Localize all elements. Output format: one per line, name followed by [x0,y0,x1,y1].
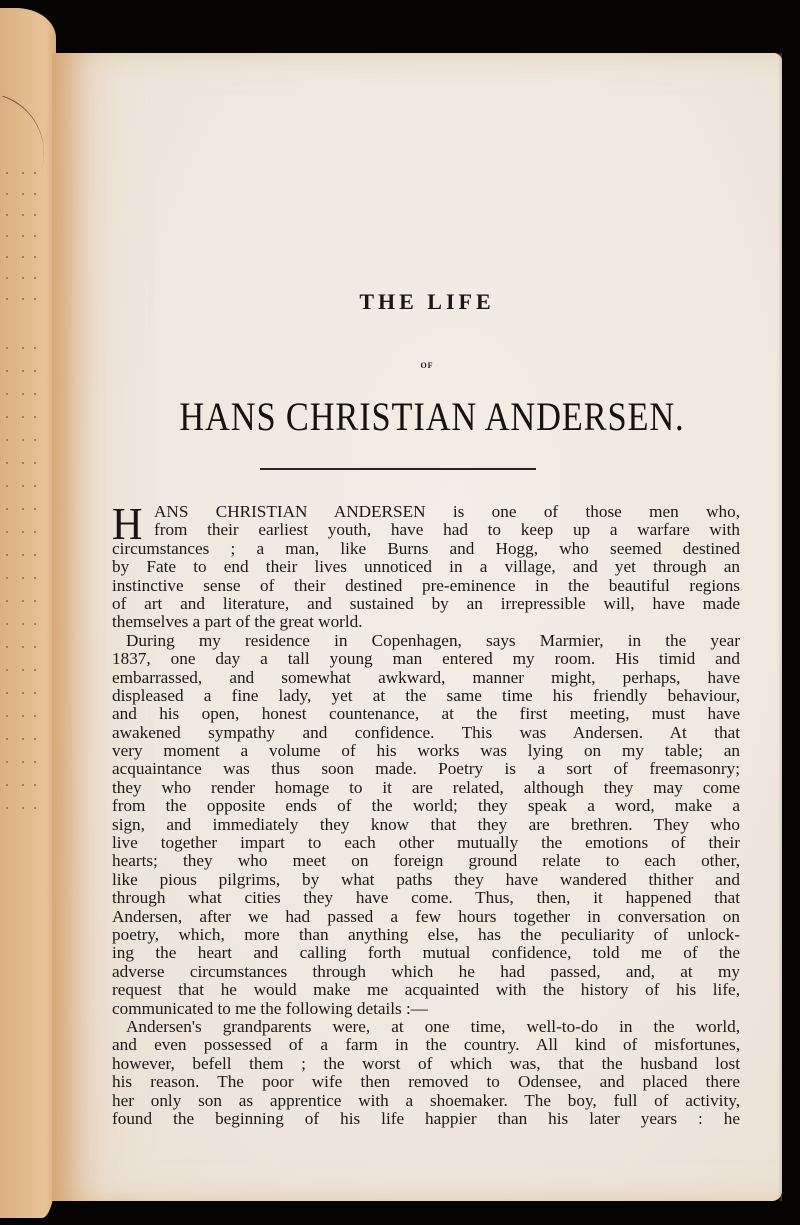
toc-leader-row [2,757,54,767]
text-line: circumstances ; a man, like Burns and Hogg, who seemed destined [112,538,740,558]
toc-leader-row [2,665,54,675]
text-line: awakened sympathy and confidence. This was Andersen. At that [112,722,740,742]
title-divider-rule [260,468,536,470]
text-line: and his open, honest countenance, at the first meeting, must have [112,704,740,724]
toc-leader-row [2,527,54,537]
body-text [112,498,740,1128]
toc-leader-row [2,619,54,629]
toc-leader-row [2,231,54,241]
paragraph-2 [112,632,740,1018]
text-line: they who render homage to it are related, although they may come [112,777,740,797]
toc-leader-row [2,734,54,744]
table-of-contents-leaders [2,168,54,968]
text-line: communicated to me the following details :— [112,998,428,1018]
toc-leader-row [2,688,54,698]
text-line: acquaintance was thus soon made. Poetry is a sort of freemasonry; [112,759,740,779]
toc-leader-row [2,168,54,178]
toc-leader-row [2,435,54,445]
toc-leader-row [2,343,54,353]
text-line: very moment a volume of his works was lying on my table; an [112,741,740,761]
toc-leader-row [2,458,54,468]
facing-page-edge [0,8,56,1218]
text-line: 1837, one day a tall young man entered my room. His timid and [112,649,740,669]
toc-leader-row [2,189,54,199]
text-line: request that he would make me acquainted with the history of his life, [112,980,740,1000]
text-line: Andersen, after we had passed a few hours together in conversation on [112,906,740,926]
toc-leader-row [2,273,54,283]
text-line: During my residence in Copenhagen, says Marmier, in the year [126,630,740,650]
text-line: live together impart to each other mutually the emotions of their [112,833,740,853]
text-line: from the opposite ends of the world; they speak a word, make a [112,796,740,816]
text-line: found the beginning of his life happier than his later years : he [112,1108,740,1128]
text-line: themselves a part of the great world. [112,612,363,632]
text-line: by Fate to end their lives unnoticed in a village, and yet through an [112,557,740,577]
text-line: of art and literature, and sustained by an irrepressible will, have made [112,593,740,613]
text-line: his reason. The poor wife then removed to Odensee, and placed there [112,1072,740,1092]
toc-leader-row [2,803,54,813]
toc-leader-row [2,550,54,560]
toc-leader-row [2,412,54,422]
toc-leader-row [2,366,54,376]
text-line: sign, and immediately they know that they are brethren. They who [112,814,740,834]
toc-leader-row [2,210,54,220]
toc-leader-row [2,780,54,790]
text-line: poetry, which, more than anything else, has the peculiarity of unlock- [112,924,740,944]
toc-leader-row [2,481,54,491]
toc-leader-row [2,504,54,514]
toc-leader-row [2,252,54,262]
title-the-life: THE LIFE [359,289,495,314]
text-line: displeased a fine lady, yet at the same time his friendly behaviour, [112,685,740,705]
text-line: hearts; they who meet on foreign ground relate to each other, [112,851,740,871]
toc-leader-row [2,389,54,399]
text-line: ANS CHRISTIAN ANDERSEN is one of those men who, [154,502,740,521]
text-line: her only son as apprentice with a shoemaker. The boy, full of activity, [112,1090,740,1110]
book-page [52,53,782,1201]
text-line: from their earliest youth, have had to keep up a warfare with [154,520,740,540]
toc-leader-row [2,596,54,606]
text-line: and even possessed of a farm in the country. All kind of misfortunes, [112,1035,740,1055]
text-line: ing the heart and calling forth mutual confidence, told me of the [112,943,740,963]
paragraph-3 [112,1018,740,1128]
text-line: through what cities they have come. Thus, then, it happened that [112,888,740,908]
toc-leader-row [2,711,54,721]
drop-cap: H [112,498,143,549]
paragraph-1 [112,498,740,632]
text-line: embarrassed, and somewhat awkward, manner might, perhaps, have [112,667,740,687]
text-line: instinctive sense of their destined pre-eminence in the beautiful regions [112,575,740,595]
toc-leader-row [2,294,54,304]
text-line: Andersen's grandparents were, at one time, well-to-do in the world, [126,1016,740,1036]
text-line: adverse circumstances through which he had passed, and, at my [112,961,740,981]
page-title: HANS CHRISTIAN ANDERSEN. [179,394,685,439]
toc-leader-row [2,573,54,583]
toc-leader-row [2,642,54,652]
text-line: however, befell them ; the worst of which was, that the husband lost [112,1053,740,1073]
text-line: like pious pilgrims, by what paths they have wandered thither and [112,869,740,889]
title-of: OF [420,361,434,370]
